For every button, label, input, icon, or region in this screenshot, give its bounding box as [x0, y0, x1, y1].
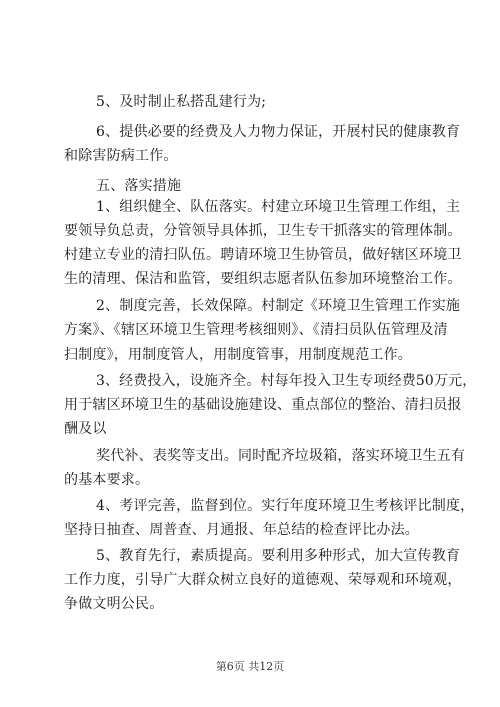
text-line: 要领导负总责，分管领导具体抓，卫生专干抓落实的管理体制。: [64, 223, 462, 239]
text-line: 奖代补、表奖等支出。同时配齐垃圾箱，落实环境卫生五有: [96, 448, 466, 464]
text-line: 村建立专业的清扫队伍。聘请环境卫生协管员，做好辖区环境卫: [64, 247, 462, 263]
text-line: 的基本要求。: [64, 472, 150, 488]
text-line: 生的清理、保洁和监管，要组织志愿者队伍参加环境整治工作。: [64, 271, 462, 287]
text-line: 4、考评完善，监督到位。实行年度环境卫生考核评比制度，: [96, 498, 475, 514]
text-line: 5、及时制止私搭乱建行为;: [96, 94, 267, 110]
text-line: 和除害防病工作。: [64, 148, 178, 164]
text-line: 扫制度》，用制度管人，用制度管事，用制度规范工作。: [64, 347, 412, 363]
text-line: 用于辖区环境卫生的基础设施建设、重点部位的整治、清扫员报: [64, 397, 462, 413]
section-heading: 五、落实措施: [96, 178, 182, 194]
text-line: 酬及以: [64, 421, 107, 437]
text-line: 争做文明公民。: [64, 596, 164, 612]
text-line: 5、教育先行，素质提高。要利用多种形式，加大宣传教育: [96, 548, 461, 564]
text-line: 3、经费投入，设施齐全。村每年投入卫生专项经费50万元，: [96, 373, 477, 389]
text-line: 1、组织健全、队伍落实。村建立环境卫生管理工作组，主: [96, 199, 461, 215]
text-line: 方案》、《辖区环境卫生管理考核细则》、《清扫员队伍管理及清: [64, 322, 448, 338]
text-line: 工作力度，引导广大群众树立良好的道德观、荣辱观和环境观，: [64, 572, 462, 588]
text-line: 2、制度完善，长效保障。村制定《环境卫生管理工作实施: [96, 298, 461, 314]
text-line: 坚持日抽查、周普查、月通报、年总结的检查评比办法。: [64, 522, 419, 538]
page-footer: 第6页 共12页: [215, 660, 285, 673]
text-line: 6、提供必要的经费及人力物力保证，开展村民的健康教育: [96, 124, 461, 140]
